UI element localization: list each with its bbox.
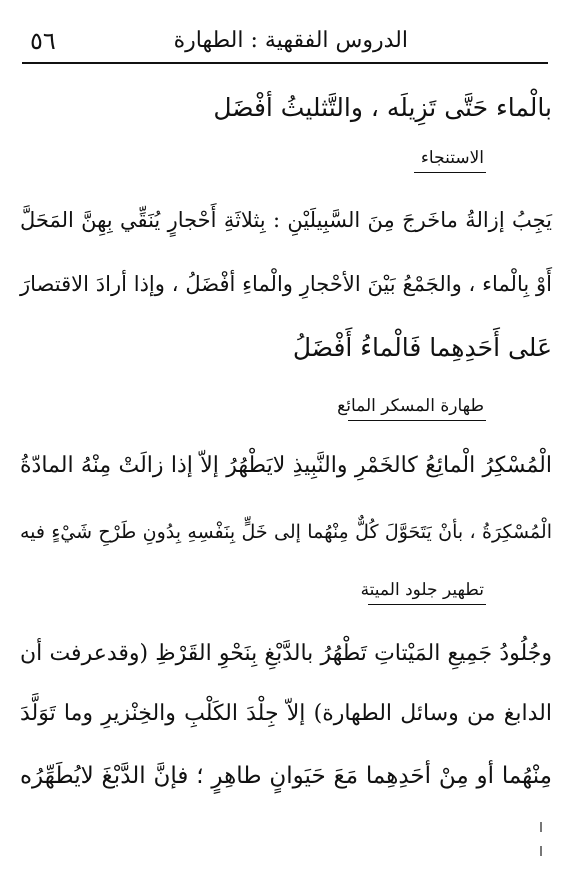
body-line: الدابغ من وسائل الطهارة) إلاّ جِلْدَ الكَلْبِ والخِنْزيرِ وما تَوَلَّدَ (20, 701, 552, 726)
page-header (22, 22, 548, 64)
running-title: الدروس الفقهية : الطهارة (173, 28, 408, 53)
section-underline (414, 172, 486, 173)
body-line: وجُلُودُ جَمِيعِ المَيْتاتِ تَطْهُرُ بالدَّبْغِ بِنَحْوِ القَرْظِ (وقدعرفت أن (20, 641, 552, 666)
section-underline (348, 420, 486, 421)
scan-mark (540, 822, 542, 832)
body-line: الْمُسْكِرَةُ ، بأنْ يَتَحَوَّلَ كُلٌّ مِنْهُما إلى خَلٍّ بِنَفْسِهِ بِدُونِ طَرْحِ شَيْءٍ فيه (20, 521, 552, 543)
body-line: أَوْ بِالْماء ، والجَمْعُ بَيْنَ الأحْجارِ والْماءِ أفْضَلُ ، وإذا أرادَ الاقتصارَ (20, 272, 552, 296)
body-line: الْمُسْكِرُ الْمائِعُ كالخَمْرِ والنَّبِيذِ لايَطْهُرُ إلاّ إذا زالَتْ مِنْهُ المادّةُ (20, 453, 552, 478)
scan-mark (540, 846, 542, 856)
section-title-istinja: الاستنجاء (420, 148, 484, 168)
section-title-hides: تطهير جلود الميتة (360, 580, 484, 600)
body-line: يَجِبُ إزالةُ ماخَرجَ مِنَ السَّبِيلَيْنِ : بِثلاثَةِ أَحْجارٍ يُنَقِّي بِهِنَّ المَحَلَّ (20, 208, 552, 232)
section-underline (368, 604, 486, 605)
body-line: بالْماء حَتَّى تَزِيلَه ، والتَّثليثُ أفْضَل (213, 93, 552, 122)
section-title-intoxicant: طهارة المسكر المائع (337, 396, 484, 416)
body-line: عَلى أَحَدِهِما فَالْماءُ أَفْضَلُ (292, 333, 552, 362)
page-number: ٥٦ (30, 27, 56, 55)
body-line: مِنْهُما أو مِنْ أحَدِهِما مَعَ حَيَوانٍ طاهِرٍ ؛ فإنَّ الدَّبْغَ لايُطَهِّرُه (20, 763, 552, 789)
